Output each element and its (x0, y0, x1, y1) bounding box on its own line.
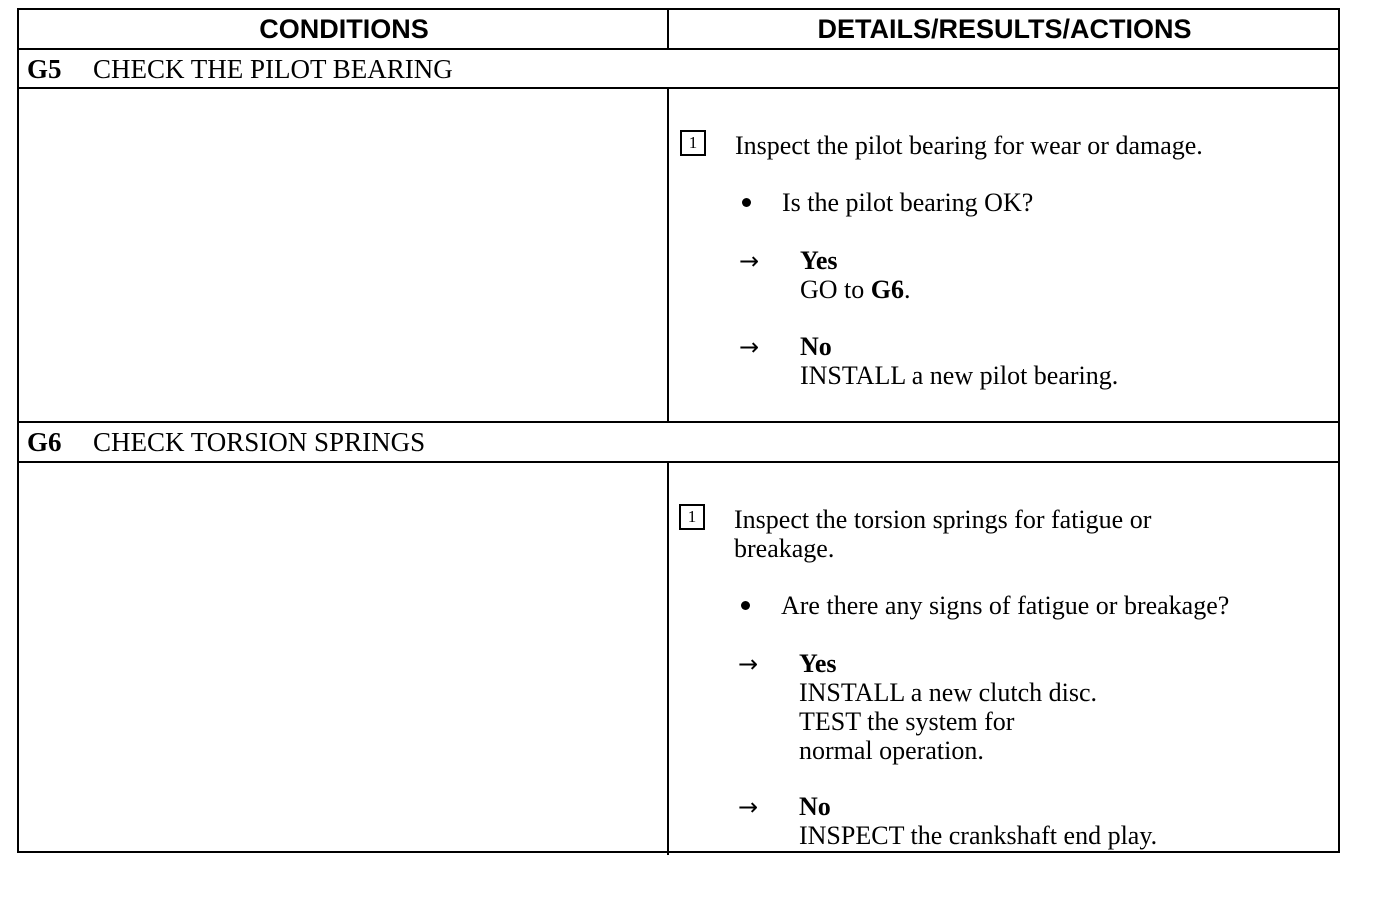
section-header-g5 (27, 50, 453, 88)
yes-action-text: GO to (800, 275, 871, 304)
section-header-g6 (27, 423, 425, 461)
question-text: Are there any signs of fatigue or breakage? (781, 591, 1230, 620)
step-text-line: breakage. (734, 534, 835, 563)
divider (667, 461, 669, 855)
yes-action: TEST the system for (799, 707, 1015, 736)
no-label: No (799, 792, 831, 821)
divider (19, 461, 1338, 463)
step-text: Inspect the pilot bearing for wear or damage. (735, 131, 1203, 160)
yes-label: Yes (799, 649, 837, 678)
section-title: CHECK THE PILOT BEARING (93, 54, 453, 84)
yes-action-suffix: . (904, 275, 911, 304)
step-number-box: 1 (679, 504, 705, 530)
no-branch (799, 792, 1157, 850)
no-action: INSTALL a new pilot bearing. (800, 361, 1119, 390)
step-text-line: Inspect the torsion springs for fatigue or (734, 505, 1152, 534)
diagnostic-table (17, 8, 1340, 853)
yes-label: Yes (800, 246, 838, 275)
no-action: INSPECT the crankshaft end play. (799, 821, 1158, 850)
arrow-right-icon: → (739, 247, 760, 275)
yes-action: normal operation. (799, 736, 984, 765)
section-code: G5 (27, 54, 62, 84)
divider (667, 87, 669, 423)
arrow-right-icon: → (739, 333, 760, 361)
arrow-right-icon: → (738, 650, 759, 678)
step-number-box: 1 (680, 130, 706, 156)
yes-branch (799, 649, 1097, 765)
yes-branch (800, 246, 911, 304)
arrow-right-icon: → (738, 793, 759, 821)
bullet-icon (741, 601, 750, 610)
yes-action: INSTALL a new clutch disc. (799, 678, 1098, 707)
details-header: DETAILS/RESULTS/ACTIONS (817, 14, 1192, 44)
divider (667, 10, 669, 50)
step-text (734, 505, 1151, 563)
question-text: Is the pilot bearing OK? (782, 188, 1034, 217)
conditions-header: CONDITIONS (259, 14, 429, 44)
section-code: G6 (27, 427, 62, 457)
section-title: CHECK TORSION SPRINGS (93, 427, 426, 457)
yes-action (800, 275, 911, 304)
no-branch (800, 332, 1118, 390)
bullet-icon (742, 198, 751, 207)
ref-g6: G6 (870, 275, 905, 304)
no-label: No (800, 332, 832, 361)
